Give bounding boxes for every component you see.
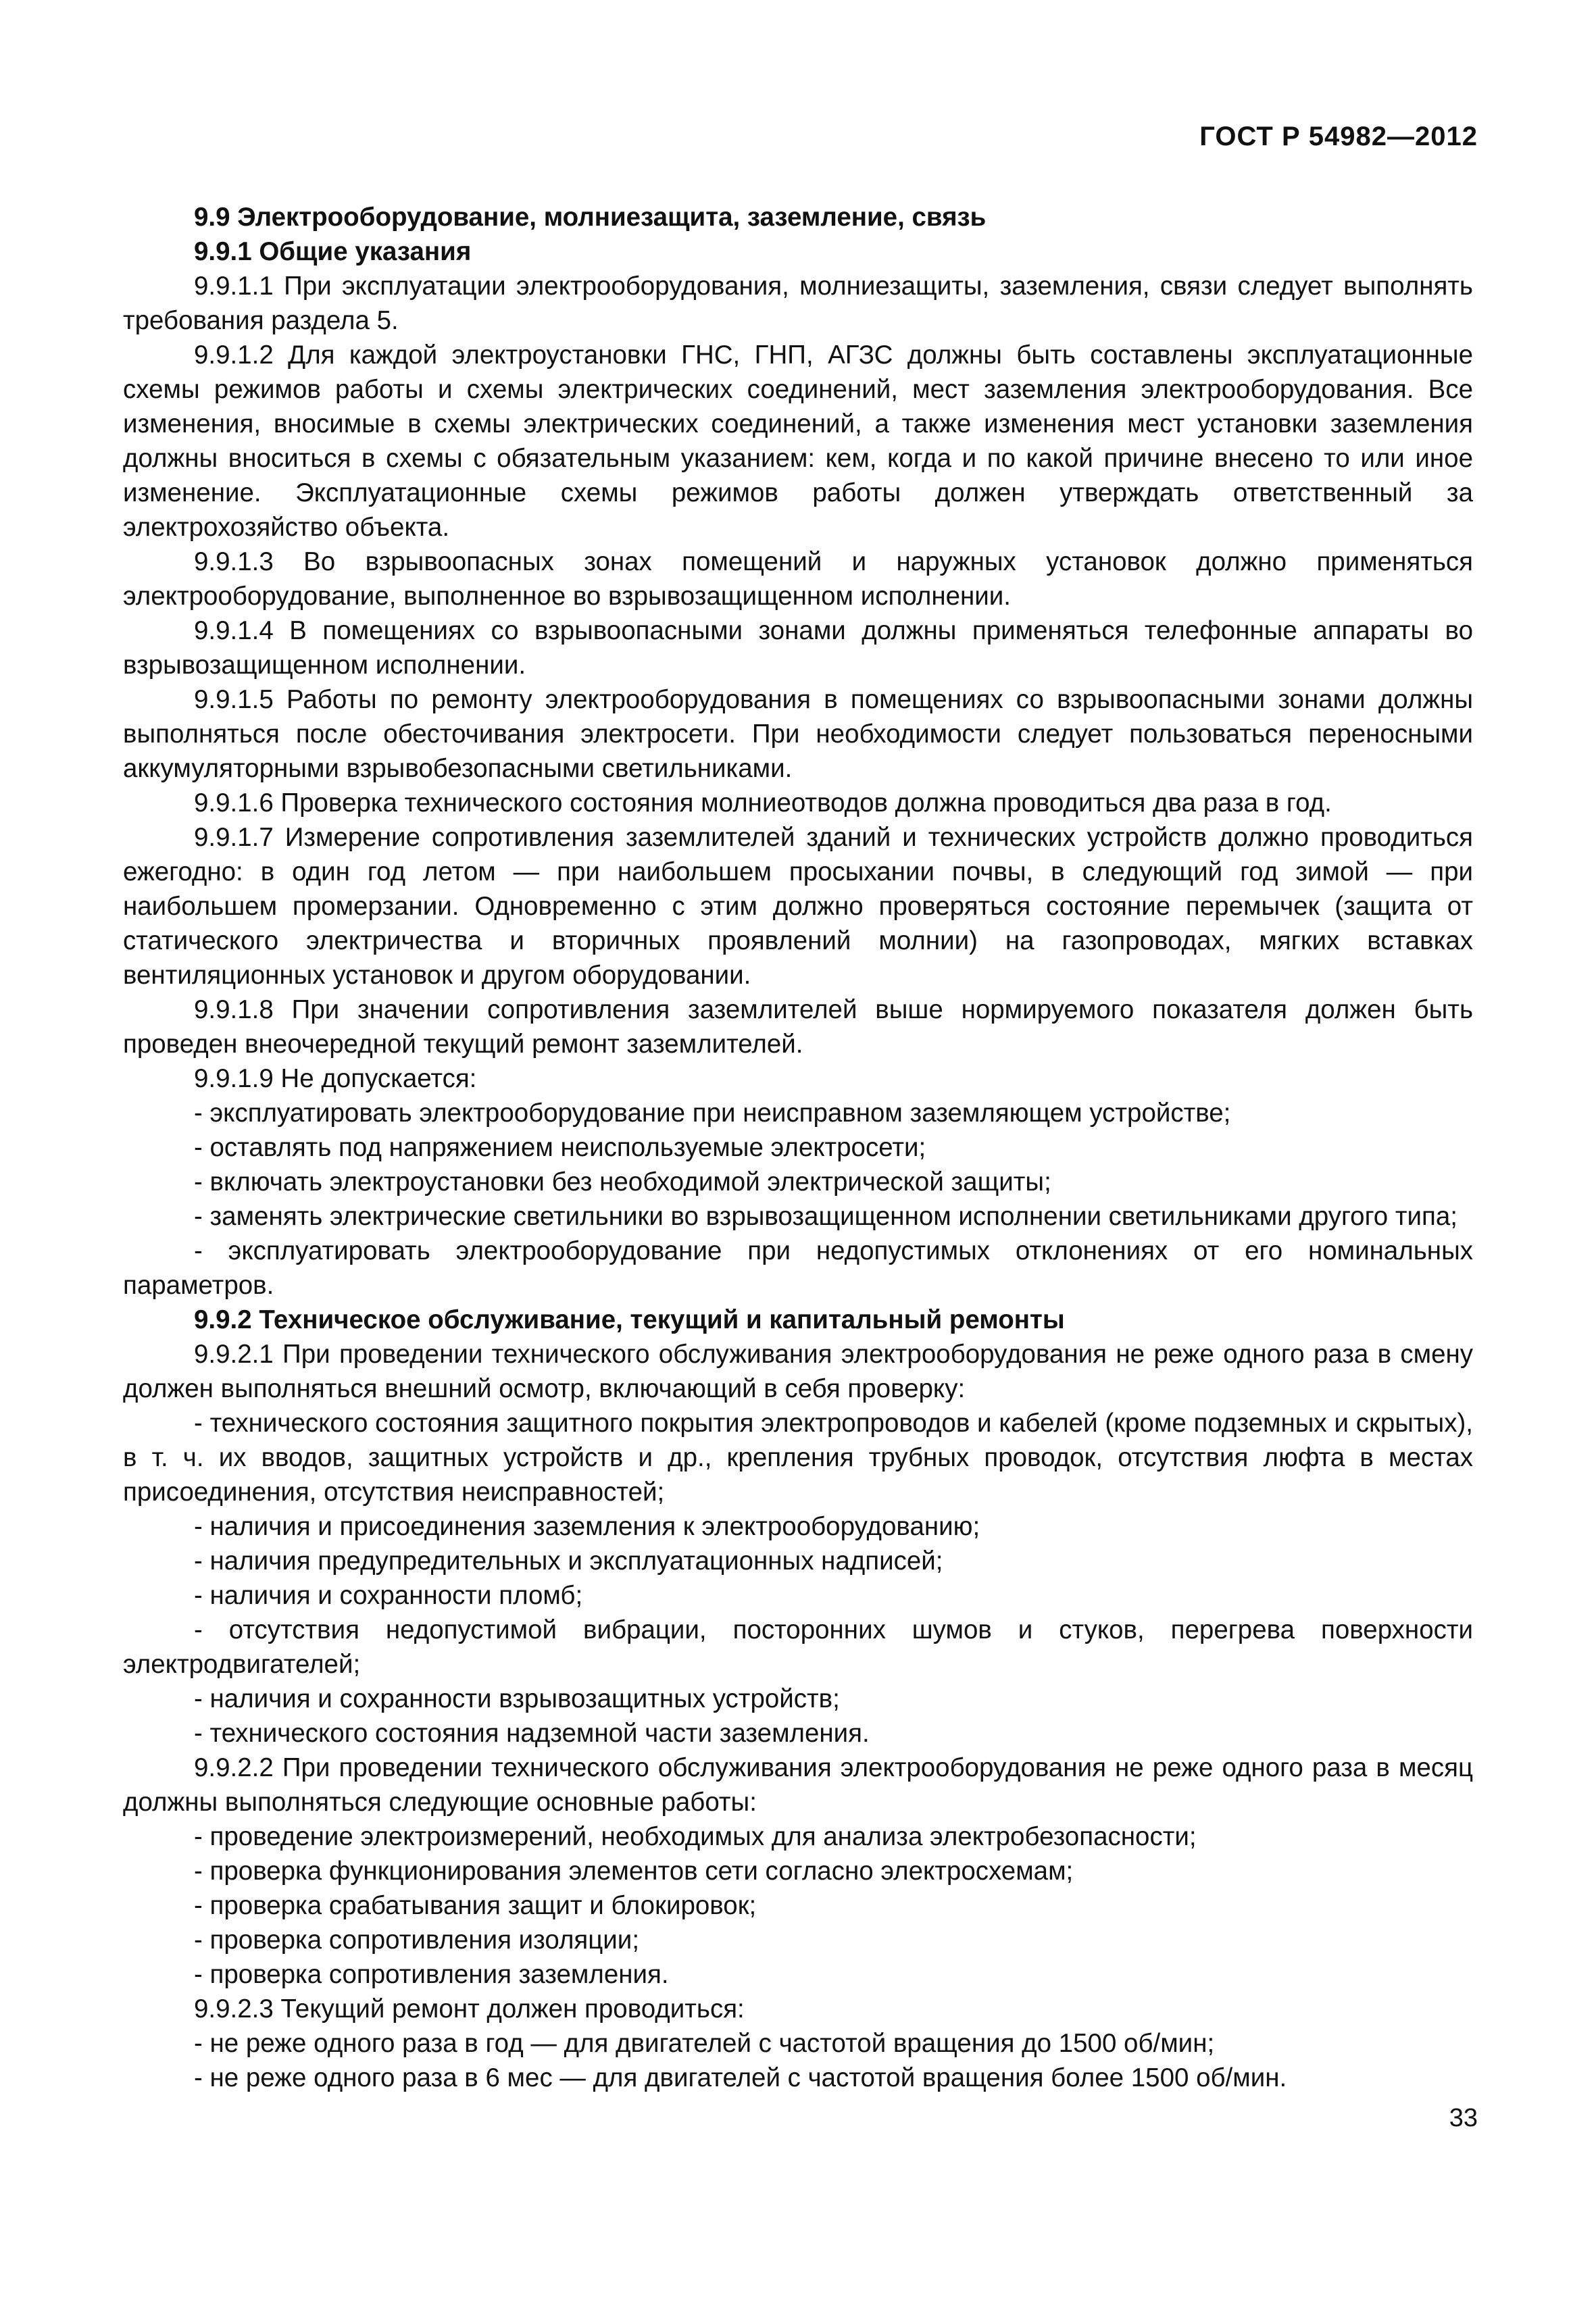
section-heading: 9.9 Электрооборудование, молниезащита, заземление, связь (194, 203, 987, 232)
paragraph-9-9-1-7: 9.9.1.7 Измерение сопротивления заземлителей зданий и технических устройств должно проводиться ежегодно: в один год летом — при наибольшем просыхании почвы, в следующий год зимой — при наибольшем промерзании. Одновременно с этим должно проверяться состояние перемычек (защита от статического электричества и вторичных проявлений молнии) на газопроводах, мягких вставках вентиляционных установок и другом оборудовании. (123, 823, 1473, 990)
list-item: - заменять электрические светильники во взрывозащищенном исполнении светильниками другого типа; (194, 1202, 1457, 1231)
list-item: - проверка сопротивления изоляции; (194, 1926, 640, 1955)
paragraph-9-9-1-9: 9.9.1.9 Не допускается: (194, 1064, 477, 1093)
paragraph-9-9-1-2: 9.9.1.2 Для каждой электроустановки ГНС, ГНП, АГЗС должны быть составлены эксплуатационные схемы режимов работы и схемы электрических соединений, мест заземления электрооборудования. Все изменения, вносимые в схемы электрических соединений, а также изменения мест установки заземления должны вноситься в схемы с обязательным указанием: кем, когда и по какой причине внесено то или иное изменение. Эксплуатационные схемы режимов работы должен утверждать ответственный за электрохозяйство объекта. (123, 341, 1473, 542)
list-item: - наличия и сохранности пломб; (194, 1581, 583, 1610)
list-item: - проверка срабатывания защит и блокировок; (194, 1891, 757, 1920)
paragraph-9-9-1-8: 9.9.1.8 При значении сопротивления заземлителей выше нормируемого показателя должен быть проведен внеочередной текущий ремонт заземлителей. (123, 995, 1473, 1059)
list-item: - проверка сопротивления заземления. (194, 1960, 669, 1989)
list-item: - наличия и присоединения заземления к электрооборудованию; (194, 1512, 980, 1541)
list-item: - наличия предупредительных и эксплуатационных надписей; (194, 1546, 943, 1576)
paragraph-9-9-1-5: 9.9.1.5 Работы по ремонту электрооборудования в помещениях со взрывоопасными зонами должны выполняться после обесточивания электросети. При необходимости следует пользоваться переносными аккумуляторными взрывобезопасными светильниками. (123, 685, 1473, 783)
list-item: - эксплуатировать электрооборудование при недопустимых отклонениях от его номинальных параметров. (123, 1236, 1473, 1300)
list-item: - эксплуатировать электрооборудование при неисправном заземляющем устройстве; (194, 1099, 1231, 1128)
list-item: - технического состояния надземной части заземления. (194, 1719, 870, 1748)
list-item: - проведение электроизмерений, необходимых для анализа электробезопасности; (194, 1822, 1197, 1851)
paragraph-9-9-1-6: 9.9.1.6 Проверка технического состояния молниеотводов должна проводиться два раза в год. (194, 788, 1332, 818)
document-id-header: ГОСТ Р 54982—2012 (1199, 122, 1478, 151)
subsection-heading-general: 9.9.1 Общие указания (194, 237, 472, 266)
paragraph-9-9-1-1: 9.9.1.1 При эксплуатации электрооборудования, молниезащиты, заземления, связи следует выполнять требования раздела 5. (123, 272, 1473, 335)
paragraph-9-9-1-3: 9.9.1.3 Во взрывоопасных зонах помещений и наружных установок должно применяться электрооборудование, выполненное во взрывозащищенном исполнении. (123, 547, 1473, 611)
paragraph-9-9-2-2: 9.9.2.2 При проведении технического обслуживания электрооборудования не реже одного раза в месяц должны выполняться следующие основные работы: (123, 1753, 1473, 1817)
list-item: - отсутствия недопустимой вибрации, посторонних шумов и стуков, перегрева поверхности электродвигателей; (123, 1615, 1473, 1679)
list-item: - не реже одного раза в 6 мес — для двигателей с частотой вращения более 1500 об/мин. (194, 2063, 1287, 2092)
list-item: - наличия и сохранности взрывозащитных устройств; (194, 1684, 840, 1713)
paragraph-9-9-2-3: 9.9.2.3 Текущий ремонт должен проводиться: (194, 1994, 745, 2023)
document-body (123, 200, 1473, 2095)
list-item: - технического состояния защитного покрытия электропроводов и кабелей (кроме подземных и скрытых), в т. ч. их вводов, защитных устройств и др., крепления трубных проводок, отсутствия люфта в местах присоединения, отсутствия неисправностей; (123, 1409, 1473, 1507)
list-item: - проверка функционирования элементов сети согласно электросхемам; (194, 1857, 1074, 1886)
list-item: - оставлять под напряжением неиспользуемые электросети; (194, 1133, 926, 1162)
list-item: - не реже одного раза в год — для двигателей с частотой вращения до 1500 об/мин; (194, 2029, 1215, 2058)
list-item: - включать электроустановки без необходимой электрической защиты; (194, 1167, 1051, 1197)
subsection-heading-maintenance: 9.9.2 Техническое обслуживание, текущий и капитальный ремонты (194, 1305, 1065, 1334)
paragraph-9-9-1-4: 9.9.1.4 В помещениях со взрывоопасными зонами должны применяться телефонные аппараты во взрывозащищенном исполнении. (123, 616, 1473, 680)
paragraph-9-9-2-1: 9.9.2.1 При проведении технического обслуживания электрооборудования не реже одного раза в смену должен выполняться внешний осмотр, включающий в себя проверку: (123, 1340, 1473, 1403)
page-number: 33 (1449, 2104, 1478, 2132)
